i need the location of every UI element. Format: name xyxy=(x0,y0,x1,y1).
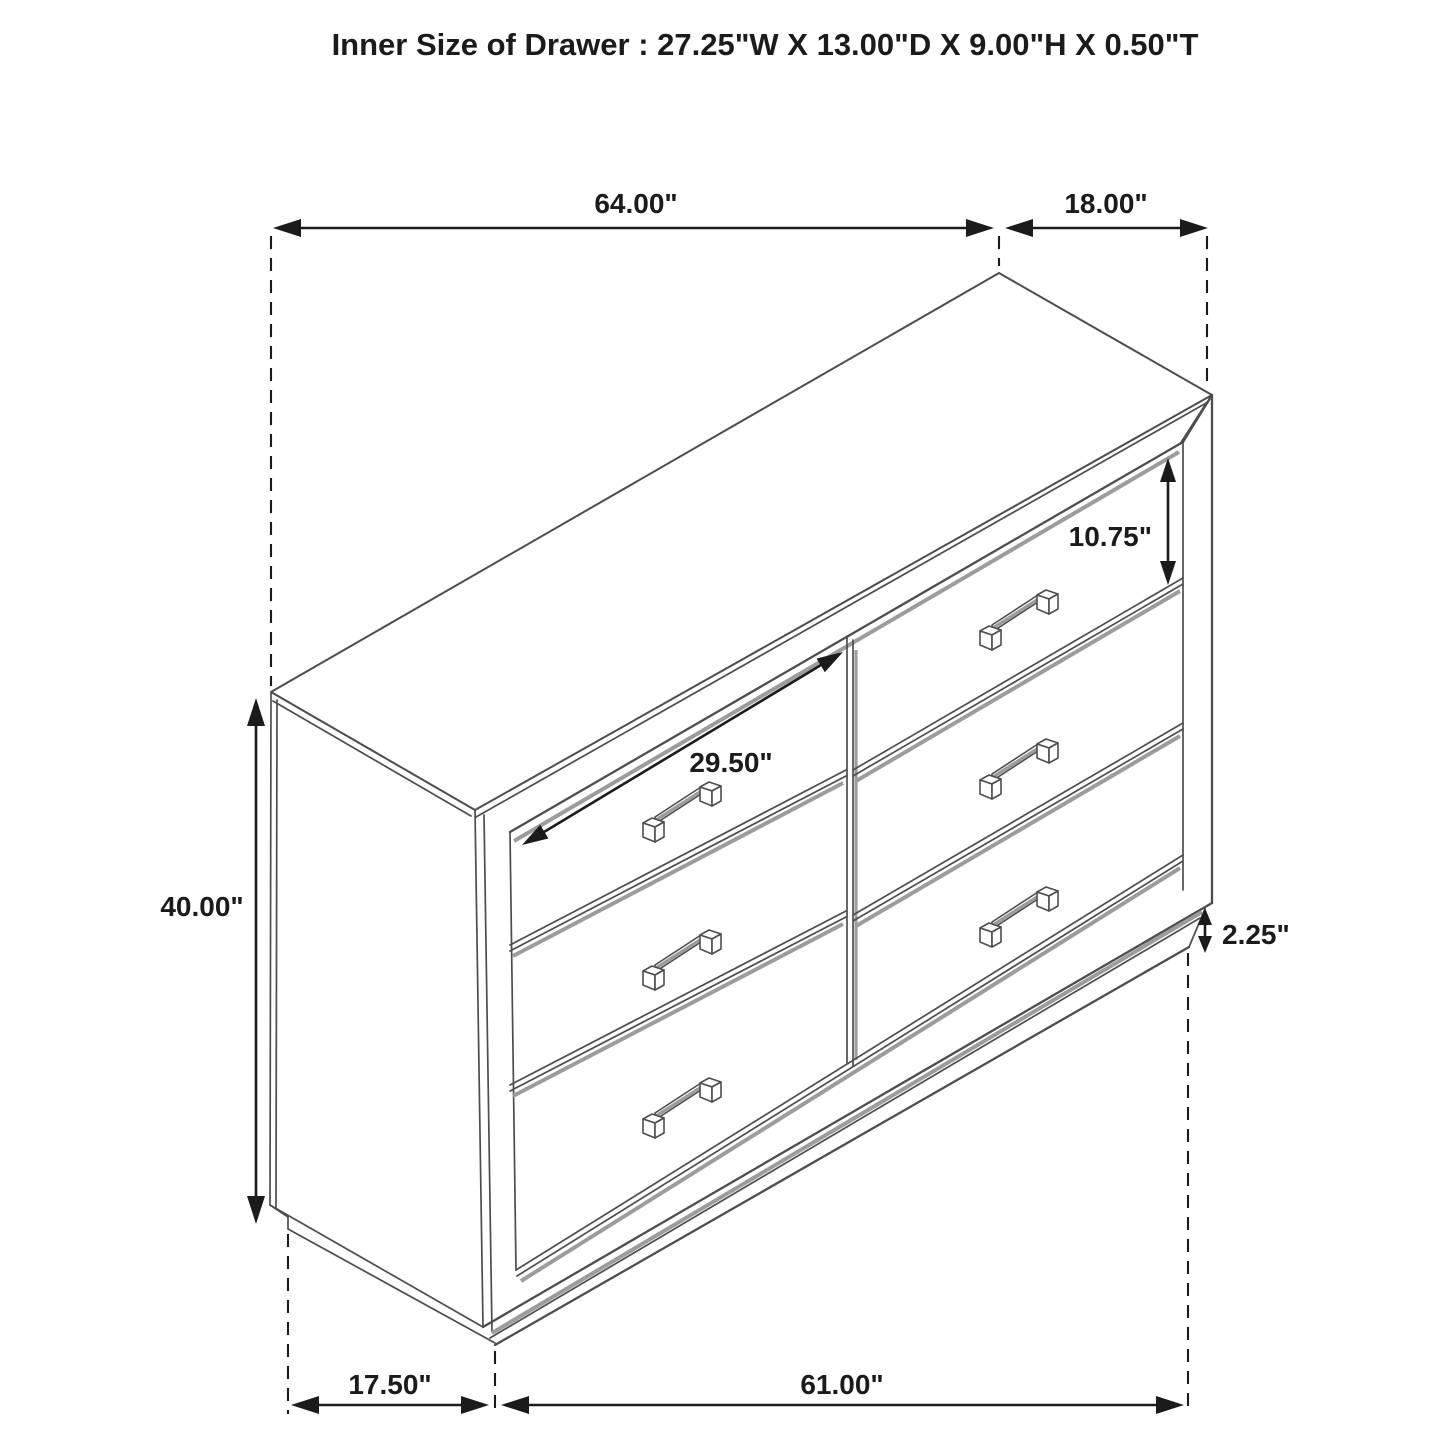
dimension-top-depth xyxy=(1005,188,1208,237)
dimension-floor-depth xyxy=(291,1369,489,1414)
drawer-gaps-right-column xyxy=(853,578,1183,926)
diagram-title: Inner Size of Drawer : 27.25"W X 13.00"D X 9.00"H X 0.50"T xyxy=(331,27,1199,62)
dimension-overall-height xyxy=(160,698,265,1224)
dimension-label-floor-width: 61.00" xyxy=(800,1369,884,1400)
bottom-rail xyxy=(516,855,1183,1281)
dimension-label-drawer-diagonal: 29.50" xyxy=(689,747,773,778)
dimension-label-floor-depth: 17.50" xyxy=(348,1369,432,1400)
drawer-handle-icon xyxy=(980,739,1058,799)
dimension-top-width xyxy=(273,188,994,237)
drawer-gaps-left-column xyxy=(510,770,846,1096)
dimension-label-top-width: 64.00" xyxy=(594,188,678,219)
dimension-label-overall-height: 40.00" xyxy=(160,891,244,922)
dimension-floor-width xyxy=(501,1369,1184,1414)
dimension-base-height xyxy=(1198,908,1290,953)
dimension-label-drawer-front-height: 10.75" xyxy=(1068,521,1152,552)
drawer-handle-icon xyxy=(980,887,1058,947)
dimension-label-base-height: 2.25" xyxy=(1222,919,1290,950)
cabinet-drawing xyxy=(270,273,1212,1345)
center-divider xyxy=(847,636,856,1066)
drawer-handle-icon xyxy=(980,590,1058,650)
drawer-handle-icon xyxy=(643,782,721,842)
dimension-label-top-depth: 18.00" xyxy=(1064,188,1148,219)
drawer-handle-icon xyxy=(643,1078,721,1138)
